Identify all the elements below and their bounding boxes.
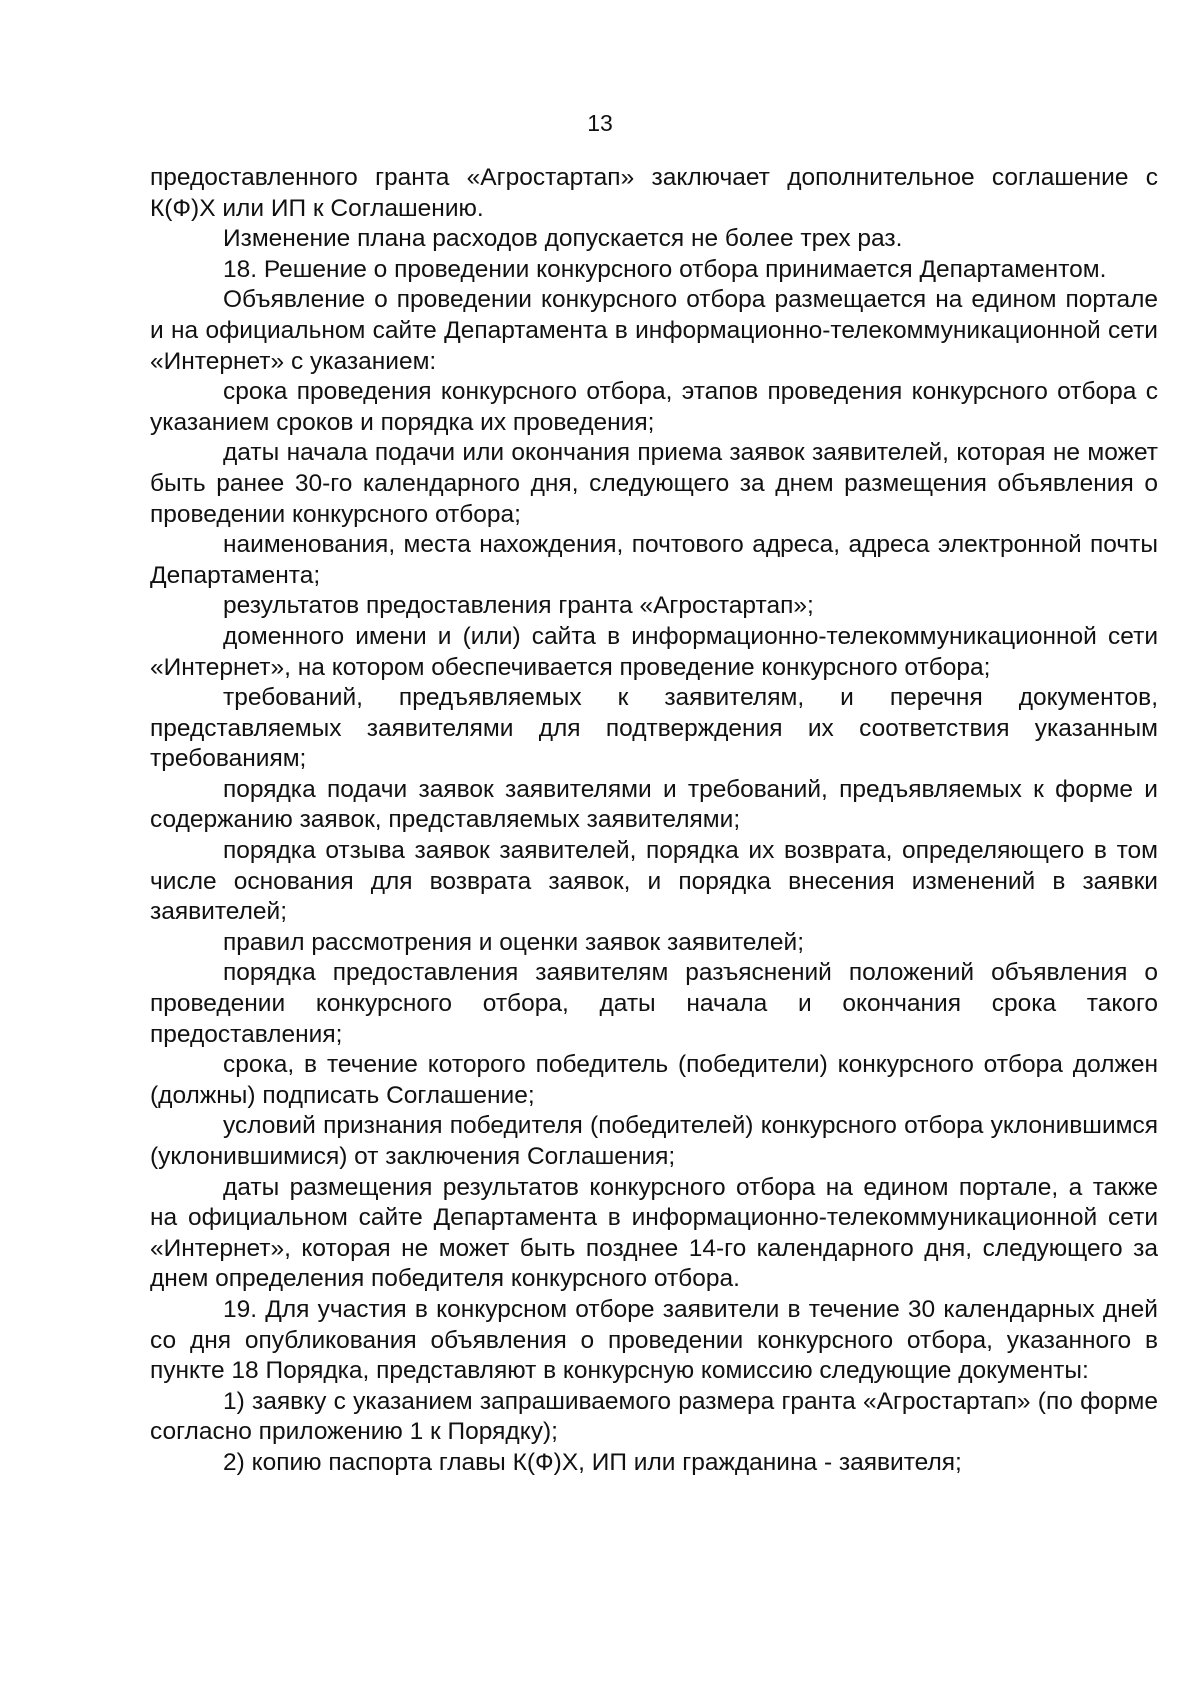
paragraph: порядка отзыва заявок заявителей, порядка их возврата, определяющего в том числе основания для возврата заявок, и порядка внесения изменений в заявки заявителей;: [150, 837, 1158, 926]
paragraph: 19. Для участия в конкурсном отборе заявители в течение 30 календарных дней со дня опубликования объявления о проведении конкурсного отбора, указанного в пункте 18 Порядка, представляют в конкурсную комиссию следующие документы:: [150, 1295, 1158, 1385]
paragraph: порядка подачи заявок заявителями и требований, предъявляемых к форме и содержанию заявок, представляемых заявителями;: [150, 775, 1158, 834]
paragraph: условий признания победителя (победителей) конкурсного отбора уклонившимся (уклонившимися) от заключения Соглашения;: [150, 1112, 1158, 1170]
paragraph: результатов предоставления гранта «Агростартап»;: [223, 592, 814, 620]
paragraph: срока, в течение которого победитель (победители) конкурсного отбора должен (должны) подписать Соглашение;: [150, 1051, 1158, 1109]
paragraph: срока проведения конкурсного отбора, этапов проведения конкурсного отбора с указанием сроков и порядка их проведения;: [150, 378, 1158, 436]
paragraph: доменного имени и (или) сайта в информационно-телекоммуникационной сети «Интернет», на котором обеспечивается проведение конкурсного отбора;: [150, 622, 1158, 681]
paragraph: Объявление о проведении конкурсного отбора размещается на едином портале и на официальном сайте Департамента в информационно-телекоммуникационной сети «Интернет» с указанием:: [150, 286, 1158, 375]
paragraph: правил рассмотрения и оценки заявок заявителей;: [223, 928, 805, 956]
paragraph: 1) заявку с указанием запрашиваемого размера гранта «Агростартап» (по форме согласно приложению 1 к Порядку);: [150, 1387, 1158, 1446]
paragraph: Изменение плана расходов допускается не более трех раз.: [223, 225, 903, 253]
paragraph: наименования, места нахождения, почтового адреса, адреса электронной почты Департамента;: [150, 531, 1158, 589]
document-body: [150, 163, 1158, 1479]
paragraph: требований, предъявляемых к заявителям, и перечня документов, представляемых заявителями для подтверждения их соответствия указанным требованиям;: [150, 684, 1158, 773]
paragraph: порядка предоставления заявителям разъяснений положений объявления о проведении конкурсного отбора, даты начала и окончания срока такого предоставления;: [150, 959, 1158, 1048]
paragraph: 18. Решение о проведении конкурсного отбора принимается Департаментом.: [223, 255, 1107, 283]
paragraph: даты начала подачи или окончания приема заявок заявителей, которая не может быть ранее 30-го календарного дня, следующего за днем размещения объявления о проведении конкурсного отбора;: [150, 439, 1158, 528]
paragraph: даты размещения результатов конкурсного отбора на едином портале, а также на официальном сайте Департамента в информационно-телекоммуникационной сети «Интернет», которая не может быть позднее 14-го календарного дня, следующего за днем определения победителя конкурсного отбора.: [150, 1173, 1158, 1293]
page-number: 13: [587, 110, 613, 136]
paragraph: предоставленного гранта «Агростартап» заключает дополнительное соглашение с К(Ф)Х или ИП к Соглашению.: [150, 164, 1158, 222]
paragraph: 2) копию паспорта главы К(Ф)Х, ИП или гражданина - заявителя;: [223, 1448, 962, 1476]
